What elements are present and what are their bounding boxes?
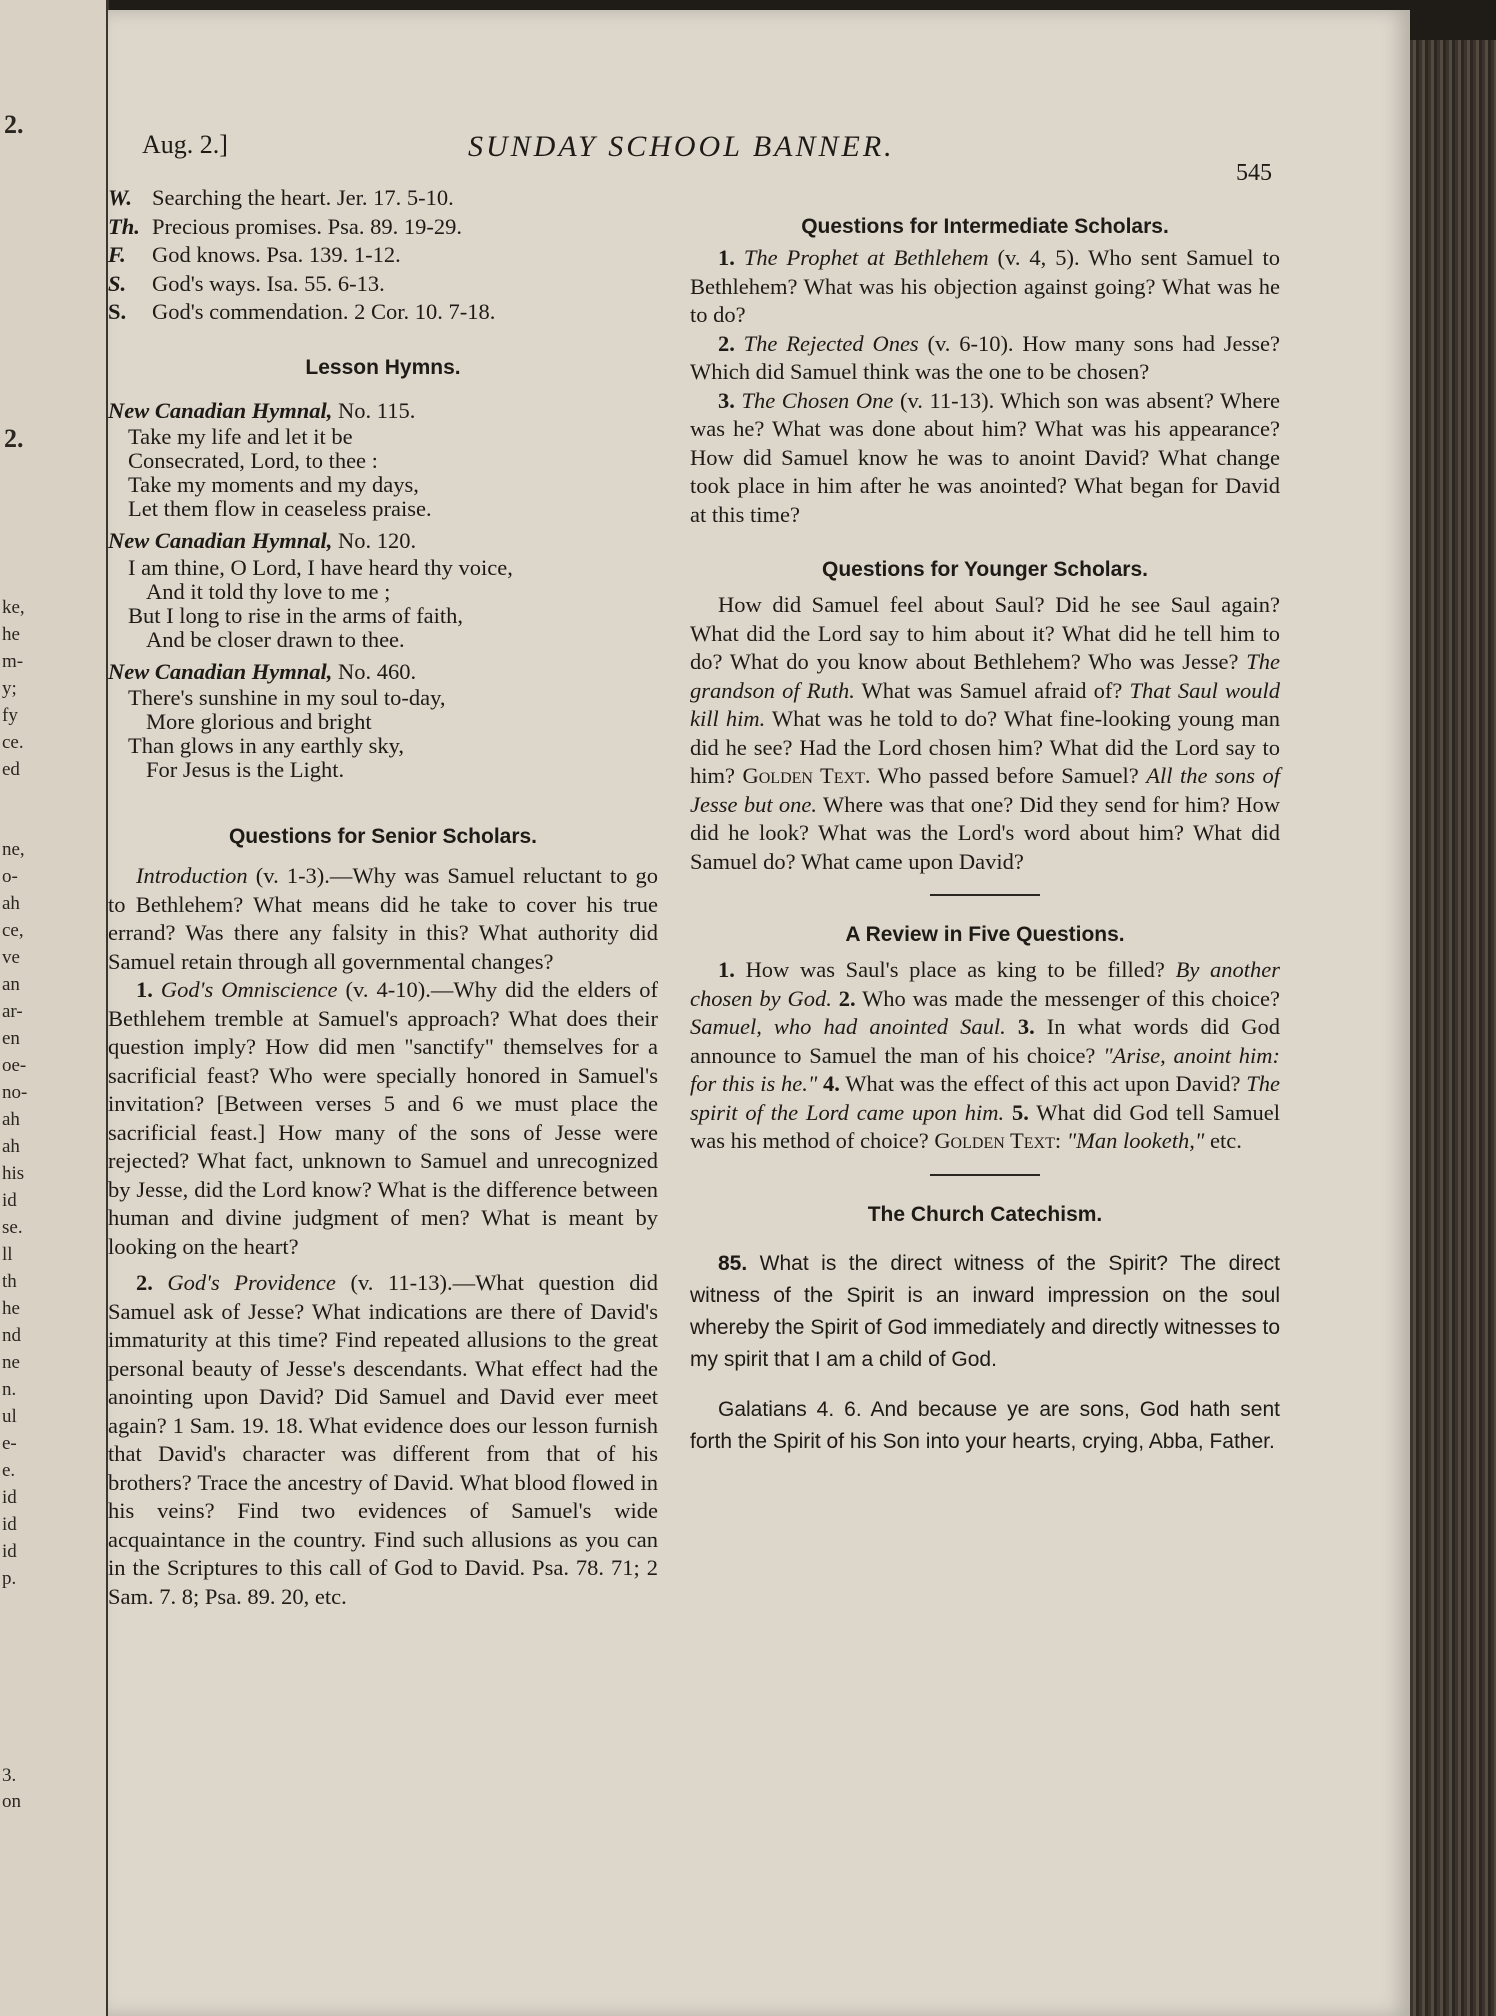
section-ref: (v. 1-3).— (247, 863, 353, 888)
reading-day: F. (108, 242, 126, 267)
section-ref: (v. 11-13).— (335, 1270, 476, 1295)
prev-page-fragment: p. (2, 1568, 17, 1589)
section-title: The Chosen One (741, 387, 894, 413)
catechism-question-text: What is the direct witness of the Spirit? (759, 1251, 1168, 1275)
lesson-hymns-heading: Lesson Hymns. (305, 355, 461, 379)
section-number: 1. (136, 977, 153, 1002)
reading-row (108, 213, 658, 242)
younger-text: What was Samuel afraid of? (854, 677, 1130, 703)
daily-readings (108, 184, 658, 327)
reading-row (108, 270, 658, 299)
review-answer: Samuel, who had anointed Saul. (690, 1014, 1006, 1039)
prev-page-fragment: ll (2, 1244, 13, 1265)
verse-line: And it told thy love to me ; (146, 578, 391, 604)
review-number: 3. (1017, 1014, 1035, 1039)
catechism-question (690, 1248, 1280, 1376)
prev-page-fragment: his (2, 1163, 25, 1184)
senior-heading: Questions for Senior Scholars. (228, 825, 538, 848)
verse-line: There's sunshine in my soul to-day, (128, 685, 446, 710)
review-number: 4. (823, 1071, 840, 1096)
hymn-verse (128, 556, 658, 652)
prev-page-number: 2. (4, 110, 24, 139)
younger-answer: That Saul would kill him. (690, 677, 1280, 731)
prev-page-fragment: ah (2, 893, 20, 914)
prev-page-fragment: no- (2, 1082, 28, 1103)
prev-page-fragment: he (2, 1298, 20, 1319)
review-answer: By another chosen by God. (690, 957, 1281, 1011)
prev-page-fragment: ah (2, 1109, 20, 1130)
page-number: 545 (1236, 160, 1272, 186)
hymn-verse (128, 425, 658, 521)
prev-page-fragment: o- (2, 866, 18, 887)
review-questions (690, 956, 1280, 1156)
intermediate-heading: Questions for Intermediate Scholars. (801, 215, 1169, 238)
verse-line: Let them flow in ceaseless praise. (128, 496, 432, 521)
section-number: 3. (718, 387, 735, 413)
intermediate-section (690, 387, 1280, 530)
verse-line: For Jesus is the Light. (146, 757, 345, 782)
golden-text-label: Golden Text: (934, 1128, 1062, 1153)
reading-day: S. (108, 299, 127, 324)
prev-page-fragment: 3. (2, 1765, 17, 1786)
prev-page-fragment: e- (2, 1433, 17, 1454)
section-number: 2. (718, 330, 735, 356)
section-ref: (v. 4, 5). (988, 245, 1089, 270)
catechism-scripture: Galatians 4. 6. And because ye are sons, God hath sent forth the Spirit of his Son into your hearts, crying, Abba, Father. (690, 1397, 1280, 1453)
hymn-number: No. 460. (338, 658, 417, 684)
younger-text: What was he told to do? What fine-looking young man did he see? Had the Lord chosen him? What did the Lord say to him? (690, 706, 1280, 788)
section-title: The Prophet at Bethlehem (743, 245, 989, 270)
catechism-heading: The Church Catechism. (867, 1202, 1103, 1226)
review-answer: "Arise, anoint him: for this is he." (690, 1042, 1281, 1096)
reading-text: God's commendation. 2 Cor. 10. 7-18. (152, 299, 496, 324)
reading-day: W. (108, 185, 132, 210)
prev-page-fragment: th (2, 1271, 17, 1292)
section-number: 2. (136, 1270, 153, 1295)
reading-day: Th. (108, 213, 140, 239)
section-text: How many sons had Jesse? Which did Samuel think was the one to be chosen? (690, 330, 1280, 384)
prev-page-fragment: en (2, 1028, 20, 1049)
prev-page-fragment: ne, (2, 839, 25, 860)
verse-line: Than glows in any earthly sky, (128, 733, 404, 758)
prev-page-fragment: ah (2, 1136, 20, 1157)
prev-page-fragment: ed (2, 759, 20, 780)
section-text: Which son was absent? Where was he? What was done about him? What was his appearance? How did Samuel know he was to anoint David? What change took place in him after he was anointed? What began for David at this time? (690, 387, 1280, 527)
prev-page-fragment: e. (2, 1460, 16, 1481)
reading-row (108, 298, 658, 327)
review-answer: The spirit of the Lord came upon him. (690, 1071, 1280, 1125)
hymn-book: New Canadian Hymnal, (108, 397, 333, 423)
catechism-number: 85. (718, 1251, 748, 1275)
prev-page-fragment: an (2, 974, 20, 995)
verse-line: Take my moments and my days, (128, 472, 419, 497)
previous-page-edge (0, 0, 109, 2016)
hymn-reference (108, 527, 658, 556)
section-number: 1. (718, 245, 735, 270)
younger-answer: The grandson of Ruth. (690, 649, 1280, 703)
reading-text: God's ways. Isa. 55. 6-13. (152, 270, 385, 296)
senior-section (108, 976, 658, 1261)
section-title: God's Omniscience (160, 977, 338, 1002)
younger-questions (690, 591, 1280, 876)
reading-text: Searching the heart. Jer. 17. 5-10. (152, 185, 454, 210)
prev-page-fragment: ce. (2, 732, 24, 753)
section-ref: (v. 6-10). (918, 330, 1023, 356)
prev-page-fragment: ve (2, 947, 20, 968)
younger-text: Where was that one? Did they send for him? How did he look? What was the Lord's word about him? What did Samuel do? What came upon David? (690, 791, 1281, 874)
intermediate-section (690, 244, 1280, 330)
section-text: Who sent Samuel to Bethlehem? What was his objection against going? What was he to do? (690, 245, 1280, 327)
hymn-verse (128, 686, 658, 782)
hymn-book: New Canadian Hymnal, (108, 658, 333, 684)
hymn-reference (108, 658, 658, 687)
prev-page-fragment: id (2, 1487, 17, 1508)
review-question: Who was made the messenger of this choice? (862, 985, 1281, 1011)
hymn-number: No. 115. (338, 397, 416, 423)
prev-page-fragment: nd (2, 1325, 21, 1346)
catechism-answer: The direct witness of the Spirit is an inward impression on the soul whereby the Spirit of God immediately and directly witnesses to my spirit that I am a child of God. (690, 1251, 1280, 1371)
prev-section-number: 2. (4, 424, 24, 453)
prev-page-fragment: n. (2, 1379, 17, 1400)
verse-line: Consecrated, Lord, to thee : (128, 448, 378, 473)
verse-line: And be closer drawn to thee. (146, 626, 405, 652)
section-title: Introduction (136, 863, 248, 888)
header-date: Aug. 2.] (142, 130, 228, 159)
verse-line: I am thine, O Lord, I have heard thy voice, (128, 554, 513, 580)
prev-page-fragment: m- (2, 651, 24, 672)
review-question: In what words did God announce to Samuel the man of his choice? (690, 1014, 1281, 1068)
review-question: What was the effect of this act upon David? (845, 1071, 1241, 1096)
prev-page-fragment: se. (2, 1217, 23, 1238)
senior-section (108, 862, 658, 976)
verse-line: But I long to rise in the arms of faith, (128, 602, 463, 628)
younger-heading: Questions for Younger Scholars. (822, 558, 1148, 581)
prev-page-fragment: ar- (2, 1001, 23, 1022)
section-text: Why did the elders of Bethlehem tremble at Samuel's approach? What does their question imply? How did men "sanctify" themselves for a sacrificial feast? Who were specially honored in Samuel's invitation? [Between verses 5 and 6 we must place the sacrificial feast.] How many of the sons of Jesse were rejected? What fact, unknown to Samuel and unrecognized by Jesse, did the Lord know? What is the difference between human and divine judgment of men? What is meant by looking on the heart? (108, 977, 658, 1259)
prev-page-fragment: id (2, 1541, 17, 1562)
prev-page-fragment: oe- (2, 1055, 27, 1076)
younger-answer: All the sons of Jesse but one. (690, 763, 1281, 817)
prev-page-fragment: ce, (2, 920, 24, 941)
verse-line: Take my life and let it be (128, 424, 353, 449)
prev-page-fragment: ul (2, 1406, 17, 1427)
reading-day: S. (108, 270, 127, 296)
review-question: How was Saul's place as king to be filled? (745, 957, 1165, 982)
prev-page-fragment: id (2, 1190, 17, 1211)
reading-text: God knows. Psa. 139. 1-12. (152, 242, 401, 267)
section-title: God's Providence (167, 1270, 336, 1295)
reading-row (108, 241, 658, 270)
reading-row (108, 184, 658, 213)
section-divider (930, 894, 1040, 896)
prev-page-fragment: id (2, 1514, 17, 1535)
review-number: 5. (1012, 1099, 1029, 1125)
reading-text: Precious promises. Psa. 89. 19-29. (152, 213, 462, 239)
prev-page-fragment: he (2, 624, 20, 645)
hymn-number: No. 120. (338, 528, 417, 553)
hymn-book: New Canadian Hymnal, (108, 528, 333, 553)
prev-page-fragment: on (2, 1791, 21, 1812)
review-number: 1. (718, 957, 735, 982)
senior-section (108, 1269, 658, 1611)
book-spine (1410, 40, 1496, 2016)
verse-line: More glorious and bright (146, 709, 372, 734)
younger-text: How did Samuel feel about Saul? Did he see Saul again? What did the Lord say to him about it? What did he tell him to do? What do you know about Bethlehem? Who was Jesse? (690, 592, 1280, 674)
section-divider (930, 1174, 1040, 1176)
section-ref: (v. 11-13). (893, 387, 1001, 413)
left-column (108, 184, 658, 1611)
prev-page-fragment: fy (2, 705, 18, 726)
prev-page-fragment: ke, (2, 597, 25, 618)
golden-text-tail: etc. (1204, 1128, 1242, 1153)
prev-page-fragment: y; (2, 678, 17, 699)
section-text: What question did Samuel ask of Jesse? What indications are there of David's immaturity at this time? Find repeated allusions to the great personal beauty of Jesse's descendants. What effect had the anointing upon David? Did Samuel and David ever meet again? 1 Sam. 19. 18. What evidence does our lesson furnish that David's character was different from that of his brothers? Trace the ancestry of David. What blood flowed in his veins? Find two evidences of Samuel's wide acquaintance in the country. Find such allusions as you can in the Scriptures to this call of God to David. Psa. 78. 71; 2 Sam. 7. 8; Psa. 89. 20, etc. (108, 1270, 658, 1609)
prev-page-fragment: ne (2, 1352, 20, 1373)
review-heading: A Review in Five Questions. (845, 923, 1125, 946)
golden-text-label: Golden Text. (742, 763, 871, 788)
header-title: SUNDAY SCHOOL BANNER. (468, 130, 895, 163)
right-column (690, 212, 1280, 1458)
section-text: Why was Samuel reluctant to go to Bethlehem? What means did he take to cover his true errand? Was there any falsity in this? What authority did Samuel retain through all governmental changes? (108, 863, 658, 974)
review-question: What did God tell Samuel was his method of choice? (690, 1099, 1281, 1153)
review-number: 2. (838, 985, 856, 1011)
section-ref: (v. 4-10).— (337, 977, 454, 1002)
younger-text: Who passed before Samuel? (870, 763, 1147, 788)
golden-text-quote: "Man looketh," (1066, 1128, 1205, 1153)
intermediate-section (690, 330, 1280, 387)
section-title: The Rejected Ones (743, 330, 919, 356)
hymn-reference (108, 397, 658, 426)
